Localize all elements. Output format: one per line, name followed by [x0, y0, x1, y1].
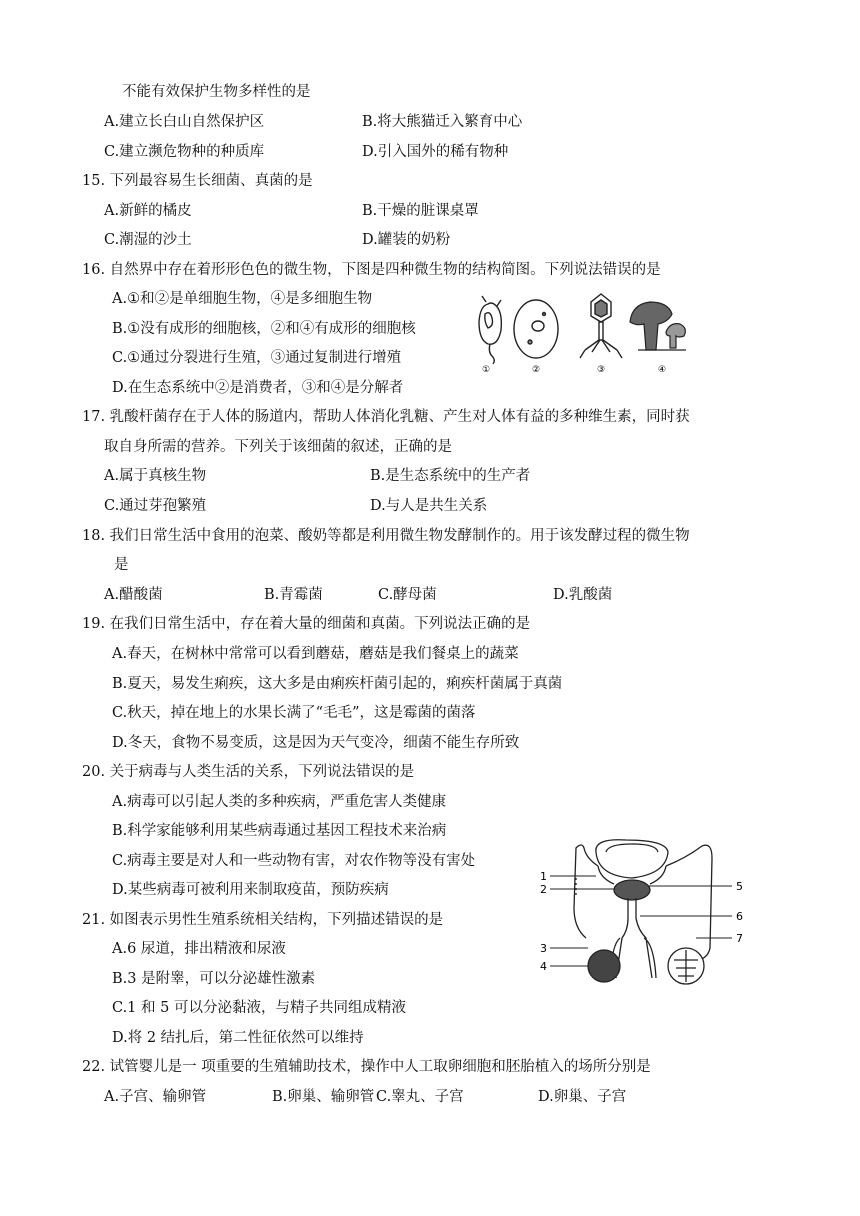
q14-option-a: A.建立长白山自然保护区 — [104, 114, 265, 130]
q20-stem: 20. 关于病毒与人类生活的关系，下列说法错误的是 — [82, 764, 415, 780]
q14-stem-cont: 不能有效保护生物多样性的是 — [122, 84, 311, 100]
q16-option-a: A.①和②是单细胞生物，④是多细胞生物 — [112, 291, 373, 307]
fig16-label-1: ① — [482, 365, 491, 374]
q22-option-b: B.卵巢、输卵管 — [272, 1089, 375, 1105]
microorganism-figure — [470, 292, 695, 374]
q17-option-c: C.通过芽孢繁殖 — [104, 498, 207, 514]
q15-option-d: D.罐装的奶粉 — [362, 232, 451, 248]
reproductive-organs-drawing — [574, 840, 712, 984]
fig21-label-5: 5 — [736, 880, 743, 893]
q19-stem: 19. 在我们日常生活中，存在着大量的细菌和真菌。下列说法正确的是 — [82, 616, 531, 632]
q17-option-a: A.属于真核生物 — [104, 468, 207, 484]
mushroom-drawing — [630, 302, 686, 350]
q17-option-d: D.与人是共生关系 — [370, 498, 488, 514]
q14-option-d: D.引入国外的稀有物种 — [362, 144, 509, 160]
q18-option-a: A.醋酸菌 — [104, 587, 163, 603]
q15-option-a: A.新鲜的橘皮 — [104, 203, 192, 219]
q19-option-b: B.夏天，易发生痢疾，这大多是由痢疾杆菌引起的，痢疾杆菌属于真菌 — [112, 676, 563, 692]
fig16-label-4: ④ — [658, 365, 667, 374]
q22-option-d: D.卵巢、子宫 — [538, 1089, 627, 1105]
yeast-drawing — [514, 300, 558, 358]
q21-option-d: D.将 2 结扎后，第二性征依然可以维持 — [112, 1030, 364, 1046]
q22-option-a: A.子宫、输卵管 — [104, 1089, 207, 1105]
fig21-label-4: 4 — [540, 960, 547, 973]
q18-option-c: C.酵母菌 — [378, 587, 437, 603]
q20-option-b: B.科学家能够利用某些病毒通过基因工程技术来治病 — [112, 823, 447, 839]
q14-option-c: C.建立濒危物种的种质库 — [104, 144, 265, 160]
q19-option-a: A.春天，在树林中常常可以看到蘑菇，蘑菇是我们餐桌上的蔬菜 — [112, 646, 519, 662]
q19-option-d: D.冬天，食物不易变质，这是因为天气变冷，细菌不能生存所致 — [112, 735, 520, 751]
fig21-label-7: 7 — [736, 932, 743, 945]
q21-option-a: A.6 尿道，排出精液和尿液 — [112, 941, 286, 957]
bacterium-drawing — [479, 296, 501, 364]
q14-option-b: B.将大熊猫迁入繁育中心 — [362, 114, 523, 130]
q17-stem-cont: 取自身所需的营养。下列关于该细菌的叙述，正确的是 — [104, 439, 452, 455]
q16-stem: 16. 自然界中存在着形形色色的微生物，下图是四种微生物的结构简图。下列说法错误的是 — [82, 262, 661, 278]
q16-option-d: D.在生态系统中②是消费者，③和④是分解者 — [112, 380, 404, 396]
q20-option-c: C.病毒主要是对人和一些动物有害，对农作物等没有害处 — [112, 853, 476, 869]
q21-option-c: C.1 和 5 可以分泌黏液，与精子共同组成精液 — [112, 1000, 406, 1016]
q18-option-d: D.乳酸菌 — [553, 587, 613, 603]
q22-option-c: C.睾丸、子宫 — [376, 1089, 464, 1105]
q20-option-d: D.某些病毒可被利用来制取疫苗，预防疾病 — [112, 882, 389, 898]
q21-stem: 21. 如图表示男性生殖系统相关结构，下列描述错误的是 — [82, 912, 444, 928]
bacteriophage-drawing — [580, 294, 622, 358]
q18-stem-cont: 是 — [114, 557, 129, 573]
q21-option-b: B.3 是附睾，可以分泌雄性激素 — [112, 971, 316, 987]
q16-option-b: B.①没有成形的细胞核，②和④有成形的细胞核 — [112, 321, 416, 337]
fig21-label-6: 6 — [736, 910, 743, 923]
q17-stem: 17. 乳酸杆菌存在于人体的肠道内，帮助人体消化乳糖、产生对人体有益的多种维生素，同时获 — [82, 409, 690, 425]
male-reproductive-system-figure — [536, 838, 772, 988]
q15-option-c: C.潮湿的沙土 — [104, 232, 192, 248]
q15-option-b: B.干燥的脏课桌罩 — [362, 203, 479, 219]
fig21-label-1: 1 — [540, 870, 547, 883]
q18-stem: 18. 我们日常生活中食用的泡菜、酸奶等都是利用微生物发酵制作的。用于该发酵过程的微生物 — [82, 528, 690, 544]
q17-option-b: B.是生态系统中的生产者 — [370, 468, 531, 484]
fig16-label-3: ③ — [597, 365, 606, 374]
fig21-label-3: 3 — [540, 942, 547, 955]
q18-option-b: B.青霉菌 — [264, 587, 323, 603]
fig21-label-2: 2 — [540, 883, 547, 896]
fig16-label-2: ② — [532, 365, 541, 374]
q16-option-c: C.①通过分裂进行生殖，③通过复制进行增殖 — [112, 350, 402, 366]
q19-option-c: C.秋天，掉在地上的水果长满了“毛毛”，这是霉菌的菌落 — [112, 705, 476, 721]
q22-stem: 22. 试管婴儿是一 项重要的生殖辅助技术，操作中人工取卵细胞和胚胎植入的场所分别是 — [82, 1059, 651, 1075]
q15-stem: 15. 下列最容易生长细菌、真菌的是 — [82, 173, 313, 189]
q20-option-a: A.病毒可以引起人类的多种疾病，严重危害人类健康 — [112, 794, 447, 810]
